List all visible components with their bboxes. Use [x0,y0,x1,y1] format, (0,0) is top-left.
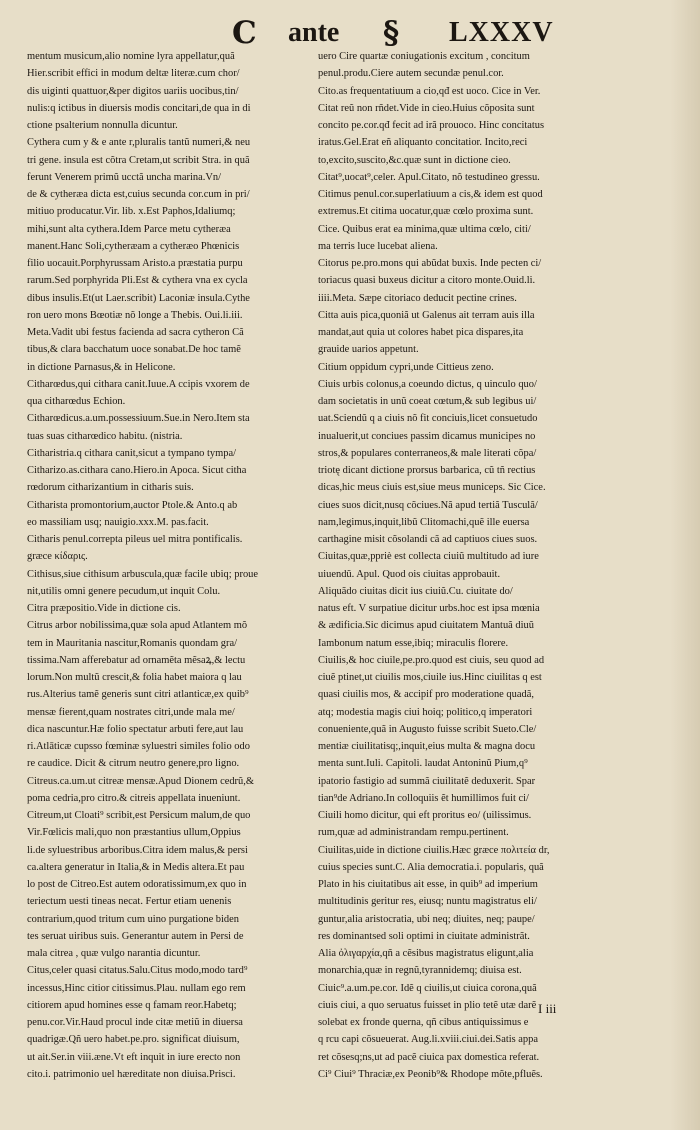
text-line: rœdorum citharizantium in citharis suis. [27,482,194,494]
text-line: ctione psalterium nonnulla dicuntur. [27,120,178,131]
text-line: Ciuitas,quæ,ppriè est collecta ciuiũ multitudo ad iure [318,551,539,563]
text-line: iiii.Meta. Sæpe citoriaco deducit pectine crines. [318,292,517,304]
text-line: Ciuis urbis colonus,a coeundo dictus, q uinculo quo/ [318,378,537,390]
text-line: Citharista promontorium,auctor Ptole.& Anto.q ab [27,499,238,511]
text-line: citiorem apud homines esse q famam reor.Habetq; [27,999,237,1011]
text-line: re caudice. Dicit & citrum neutro genere,pro ligno. [27,758,240,770]
header-word: ante [288,17,340,48]
text-line: ciues suos dicit,nusq cõciues.Nã apud tertiã Tusculã/ [318,499,538,511]
text-line: atq; modestia magis ciui hoiq; politico,q imperatori [318,706,533,718]
text-line: de & cytheræa dicta est,cuius secunda cor.cum in pri/ [27,189,250,200]
text-line: Citium oppidum cypri,unde Cittieus zeno. [318,361,494,373]
text-line: Ciuili homo dicitur, qui eft proritus eo/ (uilissimus. [318,810,532,821]
text-line: qua citharœdus Echion. [27,396,126,407]
text-line: Ci⁹ Ciui⁹ Thraciæ,ex Peonib⁹& Rhodope mõte,pfluẽs. [318,1068,543,1080]
text-line: uero Cire quartæ coniugationis excitum , concitum [318,51,530,62]
text-line: Citat reũ non rñdet.Vide in cieo.Huius cõposita sunt [318,102,535,114]
text-line: mentum musicum,alio nomine lyra appellatur,quã [27,51,235,62]
signature-mark: I iii [538,1001,557,1016]
text-line: tes seruat uiribus suis. Generantur autem in Persi de [27,930,244,942]
text-line: rus.Alterius tamẽ generis sunt citri atlanticæ,ex quib⁹ [27,689,249,701]
text-line: q rcu capi cõsueuerat. Aug.li.xviii.ciui.dei.Satis appa [318,1034,538,1046]
text-line: conueniente,quã in Augusto fuisse scribit Sueto.Cle/ [318,723,537,735]
text-line: Citharis penul.correpta pileus uel mitra pontificalis. [27,534,243,545]
text-line: Aliquãdo ciuitas dicit ius ciuiũ.Cu. ciuitate do/ [318,585,513,597]
text-line: ma terris luce lucebat aliena. [318,240,438,252]
text-line: Citimus penul.cor.superlatiuum a cis,& idem est quod [318,189,543,200]
text-line: quadrigæ.Qñ uero habet.pe.pro. significat diuisum, [27,1034,240,1046]
text-line: eo massiliam usq; nauigio.xxx.M. pas.facit. [27,516,209,528]
text-line: tri gene. insula est cõtra Cretam,ut scribit Stra. in quã [27,154,250,166]
text-line: multitudinis geritur res, eiusq; nuntu magistratus eli/ [318,896,537,908]
text-line: in dictione Parnasus,& in Helicone. [27,361,176,373]
text-line: Alia ὀλιγαρχία,qñ a cẽsibus magistratus eligunt,alia [318,948,534,959]
text-line: tian⁹de Adriano.In colloquiis ẽt humillimos fuit ci/ [318,792,529,804]
text-line: inualuerit,ut conciues passim dicamus municipes no [318,430,536,442]
text-line: Hier.scribit effici in modum deltæ literæ.cum chor/ [27,68,240,80]
text-line: Citharœdus,qui cithara canit.Iuue.A ccipis vxorem de [27,378,250,390]
text-line: Ciuilitas,uide in dictione ciuilis.Hæc græce πολιτεία dr, [318,844,550,856]
text-line: uat.Sciendũ q a ciuis nõ fit conciuis,licet consuetudo [318,413,538,425]
text-line: natus eft. V surpatiue dicitur urbs.hoc est ipsa mœnia [318,603,540,614]
text-line: Citreus.ca.um.ut citreæ mensæ.Apud Dionem cedrũ,& [27,775,254,787]
text-line: Ciuilis,& hoc ciuile,pe.pro.quod est ciuis, seu quod ad [318,654,545,666]
text-line: extremus.Et citima uocatur,quæ cœlo proxima sunt. [318,206,534,218]
text-line: filio uocauit.Porphyrussam Aristo.a præstatia purpu [27,258,243,269]
text-line: menta sunt.Iuli. Capitoli. laudat Antoninũ Pium,q⁹ [318,758,528,770]
text-line: contrarium,quod tritum cum uino purgatione biden [27,913,239,925]
text-line: manent.Hanc Soli,cytheræam a cytheræo Phœnicis [27,240,240,252]
folio-number: LXXXV [449,17,554,48]
text-line: guntur,alia aristocratia, ubi neq; diuites, neq; paupe/ [318,913,535,925]
text-line: mala citrea , quæ vulgo narantia dicuntur. [27,948,201,959]
text-line: Citreum,ut Cloati⁹ scribit,est Persicum malum,de quo [27,810,251,821]
text-line: tuas suas citharœdico habitu. (nistria. [27,430,183,442]
text-line: concito pe.cor.qđ fecit ad irã prouoco. Hinc concitatus [318,120,545,131]
text-line: Citus,celer quasi citatus.Salu.Citus modo,modo tard⁹ [27,965,248,977]
text-line: rarum.Sed porphyrida Pli.Est & cythera vna ex cycla [27,275,248,287]
text-line: ret cõsesq;ns,ut ad pacẽ ciuica pax domestica referat. [318,1051,540,1063]
text-line: uiuendũ. Apul. Quod ois ciuitas approbauit. [318,568,501,580]
text-line: Citorus pe.pro.mons qui abũdat buxis. Inde pecten ci/ [318,258,542,269]
text-line: mandat,aut quia ut colores habet pica dispares,ita [318,327,524,338]
text-line: ciuis ciui, a quo seruatus fuisset in plio tetẽ utæ darẽ [318,999,537,1011]
text-line: tibus,& clara bacchatum uoce sonabat.De hoc tamẽ [27,344,241,356]
text-line: res dominantsed soli optimi in ciuitate administrãt. [318,930,530,942]
text-line: dicas,hic meus ciuis est,siue meus municeps. Sic Cice. [318,482,546,494]
text-line: Citra præpositio.Vide in dictione cis. [27,603,181,614]
text-line: carthagine misit cõsolandi cã ad captiuos ciues suos. [318,534,538,545]
text-line: Iambonum natum esse,ibiq; miraculis florere. [318,637,509,649]
text-line: Cythera cum y & e ante r,pluralis tantũ numeri,& neu [27,137,251,149]
header-letter: C [232,15,257,51]
text-line: teriectum uesti tineas necat. Fertur etiam uenenis [27,896,232,908]
text-line: Cito.as frequentatiuum a cio,qđ est uoco. Cice in Ver. [318,85,541,97]
text-line: toriacus quasi buxeus dicitur a citoro monte.Ouid.li. [318,275,536,287]
text-line: stros,& populares conterraneos,& male literati cõpa/ [318,447,537,459]
text-line: dibus insulis.Et(ut Laer.scribit) Laconiæ insula.Cythe [27,292,250,304]
text-line: tem in Mauritania nascitur,Romanis quondam gra/ [27,637,238,649]
text-line: Citharœdicus.a.um.possessiuum.Sue.in Nero.Item sta [27,413,250,425]
text-line: tissima.Nam afferebatur ad ornamẽta mẽsaꝝ,& lectu [27,654,246,666]
text-line: penul.produ.Ciere autem secundæ penul.cor. [318,68,504,80]
text-line: nam,legimus,inquit,libũ Clitomachi,quẽ ille euersa [318,516,530,528]
text-line: Citrus arbor nobilissima,quæ sola apud Atlantem mõ [27,620,248,632]
text-line: Cithisus,siue cithisum arbuscula,quæ facile ubiq; proue [27,568,259,580]
text-line: ferunt Venerem primũ ucctã uncha marina.Vn/ [27,171,221,183]
text-line: mensæ fierent,quam nostrates citri,unde mala me/ [27,706,235,718]
text-line: ri.Atlāticæ cupsso fœminæ syluestri similes folio odo [27,741,250,752]
text-line: li.de syluestribus arboribus.Citra idem malus,& persi [27,844,248,856]
left-column [27,48,313,1083]
text-line: nulis:q ictibus in diuersis modis concitari,de qua in di [27,102,251,114]
text-line: Citat⁹,uocat⁹,celer. Apul.Citato, nõ testudineo gressu. [318,171,540,183]
text-line: græce κίδαρις. [27,551,88,563]
text-line: dam societatis in unũ coeat cœtum,& sub legibus ui/ [318,396,537,407]
text-line: Plato in his ciuitatibus ait esse, in quib⁹ ad imperium [318,879,538,890]
text-line: triotę dicant dictione prorsus barbarica, cũ tñ rectius [318,465,536,476]
text-line: & ædificia.Sic dicimus apud ciuitatem Mantuã diuũ [318,620,534,632]
text-line: Cice. Quibus erat ea minima,quæ ultima cœlo, citi/ [318,223,531,235]
text-line: ciuẽ ptinet,ut ciuilis mos,ciuile ius.Hinc ciuilitas q est [318,672,542,683]
text-line: Meta.Vadit ubi festus facienda ad sacra cytheron Cã [27,327,244,338]
text-line: dis uiginti quattuor,&per digitos uariis uocibus,tin/ [27,85,239,97]
text-line: Citharizo.as.cithara cano.Hiero.in Apoca. Sicut citha [27,465,247,476]
text-line: penu.cor.Vir.Haud procul inde citæ metiũ in diuersa [27,1017,243,1028]
text-line: dica nascuntur.Hæ folio spectatur arbuti fere,aut lau [27,723,244,735]
text-line: mihi,sunt alta cythera.Idem Parce metu cytheræa [27,223,231,235]
text-line: quasi ciuilis mos, & accipif pro moderatione quadã, [318,689,534,701]
text-line: ipatorio fastigio ad summã ciuilitatẽ deduxerit. Spar [318,775,536,787]
text-line: rum,quæ ad administrandam rempu.pertinent. [318,827,509,839]
text-line: poma cedria,pro citro.& citreis appellata inueniunt. [27,792,241,804]
text-line: ron uero mons Bœotiæ nõ longe a Thebis. Oui.li.iii. [27,309,243,321]
text-line: Ciuic⁹.a.um.pe.cor. Idẽ q ciuilis,ut ciuica corona,quã [318,982,537,994]
text-line: lo post de Citreo.Est autem odoratissimum,ex quo in [27,879,247,890]
right-column [318,48,606,1083]
text-line: ca.altera generatur in Italia,& in Medis altera.Et pau [27,861,245,873]
text-line: iratus.Gel.Erat eñ aliquanto concitatior. Incito,reci [318,137,528,149]
text-line: Citharistria.q cithara canit,sicut a tympano tympa/ [27,447,236,459]
text-line: to,excito,suscito,&c.quæ sunt in dictione cieo. [318,154,511,166]
text-line: lorum.Non multũ crescit,& folia habet maiora q lau [27,672,242,683]
text-line: grauide uarios appetunt. [318,344,419,356]
text-line: mentiæ ciuilitatisq;,inquit,eius multa & magna docu [318,741,536,752]
text-line: nit,utilis omni genere pecudum,ut inquit Colu. [27,585,221,597]
text-line: cito.i. patrimonio uel hæreditate non diuisa.Prisci. [27,1068,236,1080]
text-line: monarchia,quæ in regnũ,tyrannidemq; diuisa est. [318,965,522,977]
text-line: Vir.Fœlicis mali,quo non præstantius ullum,Oppius [27,827,241,839]
header-section-mark: § [383,15,400,51]
text-line: cuius species sunt.C. Alia democratia.i. popularis, quã [318,861,544,873]
text-line: solebat ex fronde querna, qñ cibus antiquissimus e [318,1017,529,1028]
text-line: ut ait.Ser.in viii.æne.Vt eft inquit in iure erecto non [27,1051,241,1063]
text-line: mitiuo producatur.Vir. lib. x.Est Paphos,Idaliumq; [27,206,236,218]
text-line: Citta auis pica,quoniã ut Galenus ait terram auis illa [318,309,535,321]
text-line: incessus,Hinc citior citissimus.Plau. nullam ego rem [27,982,246,994]
